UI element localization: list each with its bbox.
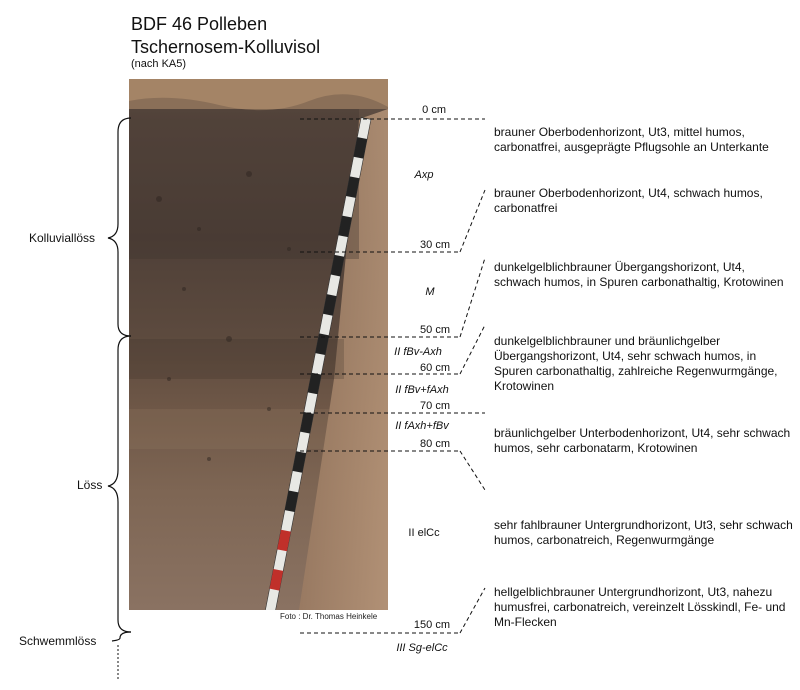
soil-type-subtitle: Tschernosem-Kolluvisol [131,37,321,57]
horizon-label-fbv-faxh: II fBv+fAxh [395,384,449,396]
classification-note: (nach KA5) [131,58,187,70]
depth-label-60: 60 cm [420,362,450,374]
horizon-label-sg-elcc: III Sg-elCc [396,642,448,654]
connector-150 [460,588,485,633]
depth-label-70: 70 cm [420,400,450,412]
depth-label-150: 150 cm [413,619,450,631]
horizon-description-m: dunkelgelblichbrauner Übergangshorizont, Ut4, schwach humos, in Spuren carbonathaltig, Krotowinen [494,260,784,289]
stratum-label-loss: Löss [77,478,103,492]
depth-label-0: 0 cm [422,104,446,116]
stratum-label-kolluviallos: Kolluviallöss [29,231,96,245]
horizon-description-sg-elcc: hellgelblichbrauner Untergrundhorizont, Ut3, nahezu humusfrei, carbonatreich, vereinzelt Lösskindl, Fe- und Mn-Flecken [494,585,786,629]
connector-30 [460,190,485,252]
depth-label-50: 50 cm [420,324,450,336]
horizon-label-faxh-fbv: II fAxh+fBv [395,420,449,432]
horizon-label-elcc: II elCc [408,527,440,539]
horizon-label-m: M [425,286,435,298]
horizon-description-axp: brauner Oberbodenhorizont, Ut3, mittel humos, carbonatfrei, ausgeprägte Pflugsohle an Unterkante [494,125,769,154]
connector-80 [460,451,485,490]
horizon-description-axp-lower: brauner Oberbodenhorizont, Ut4, schwach humos, carbonatfrei [494,186,763,215]
stratum-label-schwemmloss: Schwemmlöss [19,634,97,648]
kolluviallos-brace [108,118,131,336]
horizon-description-faxh-fbv: bräunlichgelber Unterbodenhorizont, Ut4, sehr schwach humos, sehr carbonatarm, Krotowinen [494,426,791,455]
profile-title: BDF 46 Polleben [131,14,268,34]
depth-label-80: 80 cm [420,438,450,450]
horizon-label-axp: Axp [414,169,434,181]
horizon-description-fbv-axh: dunkelgelblichbrauner und bräunlichgelber Übergangshorizont, Ut4, sehr schwach humos, in Spuren carbonathaltig, zahlreiche Regenwurmgänge, Krotowinen [494,334,778,393]
schwemmloss-brace [112,632,131,641]
horizon-label-fbv-axh: II fBv-Axh [394,346,442,358]
photo-credit: Foto : Dr. Thomas Heinkele [280,612,378,621]
depth-label-30: 30 cm [420,239,450,251]
loss-brace [108,336,131,632]
horizon-description-elcc: sehr fahlbrauner Untergrundhorizont, Ut3, sehr schwach humos, carbonatreich, Regenwurmgänge [494,518,793,547]
